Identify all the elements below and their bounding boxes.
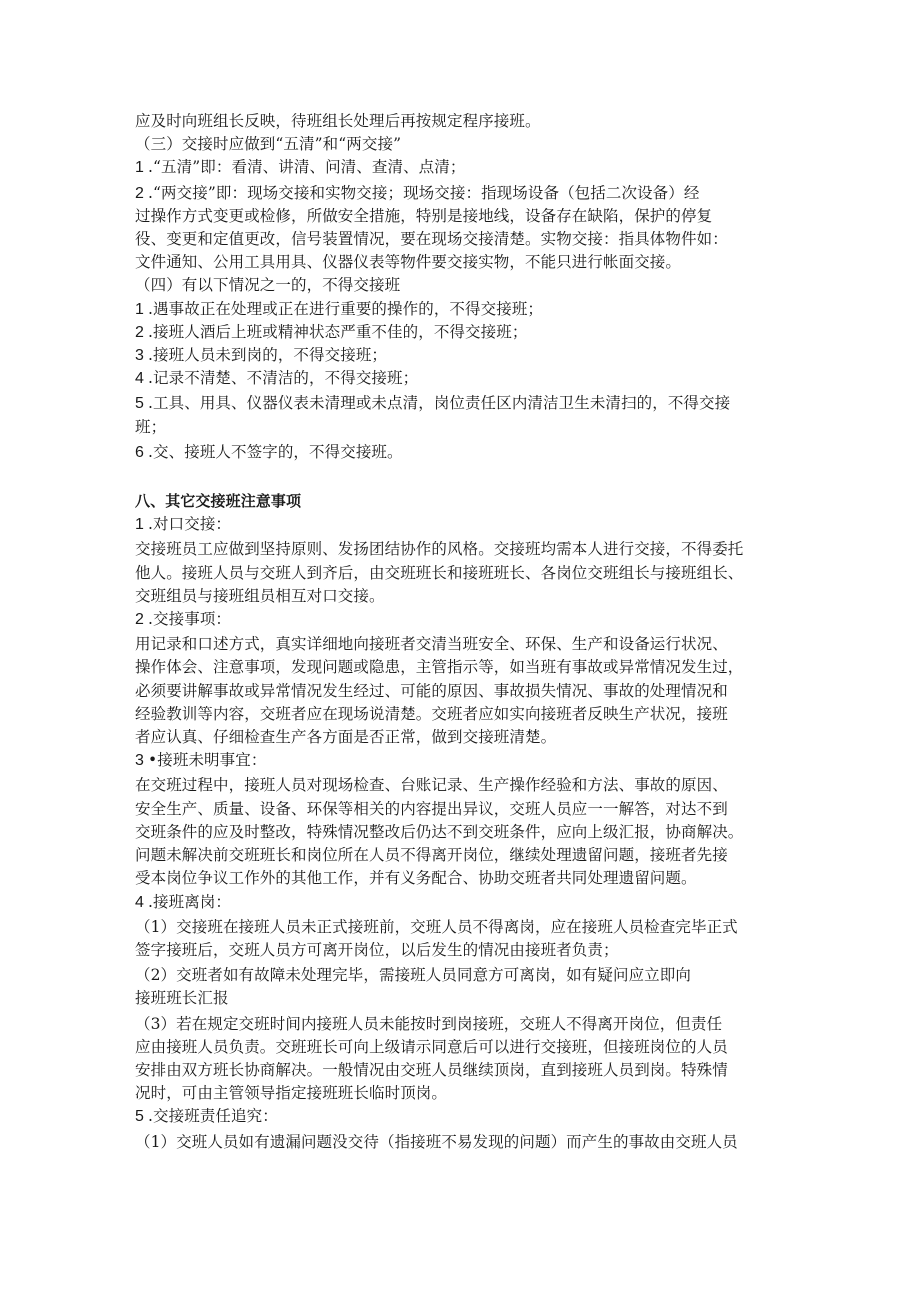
text-line xyxy=(135,844,795,867)
text-line xyxy=(135,656,795,679)
line-text: （四）有以下情况之一的，不得交接班 xyxy=(135,276,401,295)
line-number: 2 xyxy=(135,323,144,341)
line-text: 操作体会、注意事项，发现问题或隐患，主管指示等，如当班有事故或异常情况发生过， xyxy=(135,658,744,677)
line-number: 5 xyxy=(135,1108,144,1126)
line-text: .对口交接： xyxy=(148,515,232,534)
text-line xyxy=(135,1059,795,1082)
text-line xyxy=(135,1036,795,1059)
line-number: 1 xyxy=(135,159,144,177)
line-text: 安全生产、质量、设备、环保等相关的内容提出异议，交班人员应一一解答，对达不到 xyxy=(135,799,728,818)
text-line xyxy=(135,585,795,608)
text-line xyxy=(135,703,795,726)
text-line xyxy=(135,608,795,631)
text-line xyxy=(135,274,795,297)
text-line xyxy=(135,562,795,585)
line-text: 接班班长汇报 xyxy=(135,989,229,1008)
line-text: 役、变更和定值更改，信号装置情况，要在现场交接清楚。实物交接：指具体物件如： xyxy=(135,230,728,249)
line-text: .交接事项： xyxy=(148,610,232,629)
text-line xyxy=(135,251,795,274)
text-line xyxy=(135,891,795,914)
text-line xyxy=(135,416,795,439)
text-line xyxy=(135,916,795,939)
text-line xyxy=(135,228,795,251)
line-text: 必须要讲解事故或异常情况发生经过、可能的原因、事故损失情况、事故的处理情况和 xyxy=(135,681,728,700)
line-number: 2 xyxy=(135,184,144,202)
line-text: （1）交接班在接班人员未正式接班前，交班人员不得离岗，应在接班人员检查完毕正式 xyxy=(135,917,738,936)
line-text: 文件通知、公用工具用具、仪器仪表等物件要交接实物，不能只进行帐面交接。 xyxy=(135,253,682,272)
line-text: 应由接班人员负责。交班班长可向上级请示同意后可以进行交接班，但接班岗位的人员 xyxy=(135,1037,728,1056)
line-text: 交班条件的应及时整改，特殊情况整改后仍达不到交班条件，应向上级汇报，协商解决。 xyxy=(135,822,744,841)
text-line xyxy=(135,441,795,464)
text-line xyxy=(135,367,795,390)
text-line xyxy=(135,798,795,821)
line-text: 过操作方式变更或检修，所做安全措施，特别是接地线，设备存在缺陷，保护的停复 xyxy=(135,206,713,225)
line-text: 况时，可由主管领导指定接班班长临时顶岗。 xyxy=(135,1084,448,1103)
line-number: 4 xyxy=(135,893,144,911)
document-body xyxy=(135,110,795,1154)
section-heading xyxy=(135,490,795,513)
text-line xyxy=(135,1013,795,1036)
line-text: （2）交班者如有故障未处理完毕，需接班人员同意方可离岗，如有疑问应立即向 xyxy=(135,966,691,985)
text-line xyxy=(135,1131,795,1154)
text-line xyxy=(135,133,795,156)
text-line xyxy=(135,1105,795,1128)
text-line xyxy=(135,513,795,536)
line-text: （1）交班人员如有遗漏问题没交待（指接班不易发现的问题）而产生的事故由交班人员 xyxy=(135,1132,738,1151)
line-text: .记录不清楚、不清洁的，不得交接班； xyxy=(148,369,419,388)
line-number: 1 xyxy=(135,300,144,318)
text-line xyxy=(135,633,795,656)
line-text: （三）交接时应做到“五清”和“两交接” xyxy=(135,135,402,154)
text-line xyxy=(135,964,795,987)
line-text: .交、接班人不签字的，不得交接班。 xyxy=(148,442,403,461)
text-line xyxy=(135,774,795,797)
line-text: 交班组员与接班组员相互对口交接。 xyxy=(135,586,385,605)
text-line xyxy=(135,749,795,772)
line-text: 用记录和口述方式，真实详细地向接班者交清当班安全、环保、生产和设备运行状况、 xyxy=(135,635,728,654)
line-number: 4 xyxy=(135,370,144,388)
line-number: 3 xyxy=(135,752,144,770)
line-text: 班； xyxy=(135,417,167,436)
text-line xyxy=(135,538,795,561)
line-text: 应及时向班组长反映，待班组长处理后再按规定程序接班。 xyxy=(135,112,541,130)
line-text: 在交班过程中，接班人员对现场检查、台账记录、生产操作经验和方法、事故的原因、 xyxy=(135,776,728,795)
line-number: 5 xyxy=(135,395,144,413)
line-text: 交接班员工应做到坚持原则、发扬团结协作的风格。交接班均需本人进行交接，不得委托 xyxy=(135,540,744,559)
line-number: 6 xyxy=(135,443,144,461)
line-text: 经验教训等内容，交班者应在现场说清楚。交班者应如实向接班者反映生产状况，接班 xyxy=(135,704,728,723)
line-text: 者应认真、仔细检查生产各方面是否正常，做到交接班清楚。 xyxy=(135,728,557,747)
line-text: •接班未明事宜： xyxy=(148,751,267,770)
line-text: 受本岗位争议工作外的其他工作，并有义务配合、协助交班者共同处理遗留问题。 xyxy=(135,869,697,888)
text-line xyxy=(135,867,795,890)
line-text: （3）若在规定交班时间内接班人员未能按时到岗接班，交班人不得离开岗位，但责任 xyxy=(135,1014,723,1033)
text-line xyxy=(135,392,795,415)
text-line xyxy=(135,680,795,703)
text-line xyxy=(135,182,795,205)
line-text: .“两交接”即：现场交接和实物交接；现场交接：指现场设备（包括二次设备）经 xyxy=(148,183,700,202)
line-number: 2 xyxy=(135,611,144,629)
text-line xyxy=(135,205,795,228)
text-line xyxy=(135,344,795,367)
line-text: 问题未解决前交班班长和岗位所在人员不得离开岗位，继续处理遗留问题，接班者先接 xyxy=(135,846,728,865)
text-line xyxy=(135,110,795,133)
line-text: .接班人员未到岗的，不得交接班； xyxy=(148,346,388,365)
line-text: .工具、用具、仪器仪表未清理或未点清，岗位责任区内清洁卫生未清扫的，不得交接 xyxy=(148,394,731,413)
line-text: 他人。接班人员与交班人到齐后，由交班班长和接班班长、各岗位交班组长与接班组长、 xyxy=(135,563,744,582)
line-text: 安排由双方班长协商解决。一般情况由交班人员继续顶岗，直到接班人员到岗。特殊情 xyxy=(135,1060,728,1079)
line-number: 3 xyxy=(135,347,144,365)
text-line xyxy=(135,726,795,749)
line-text: .“五清”即：看清、讲清、问清、查清、点清； xyxy=(148,158,466,177)
text-line xyxy=(135,987,795,1010)
text-line xyxy=(135,939,795,962)
line-text: .遇事故正在处理或正在进行重要的操作的，不得交接班； xyxy=(148,299,544,318)
section-title: 八、其它交接班注意事项 xyxy=(135,492,302,511)
line-text: 签字接班后，交班人员方可离开岗位，以后发生的情况由接班者负责； xyxy=(135,940,619,959)
line-number: 1 xyxy=(135,516,144,534)
line-text: .接班离岗： xyxy=(148,892,232,911)
text-line xyxy=(135,156,795,179)
text-line xyxy=(135,821,795,844)
text-line xyxy=(135,321,795,344)
line-text: .交接班责任追究： xyxy=(148,1107,278,1126)
text-line xyxy=(135,298,795,321)
line-text: .接班人酒后上班或精神状态严重不佳的，不得交接班； xyxy=(148,322,528,341)
text-line xyxy=(135,1082,795,1105)
